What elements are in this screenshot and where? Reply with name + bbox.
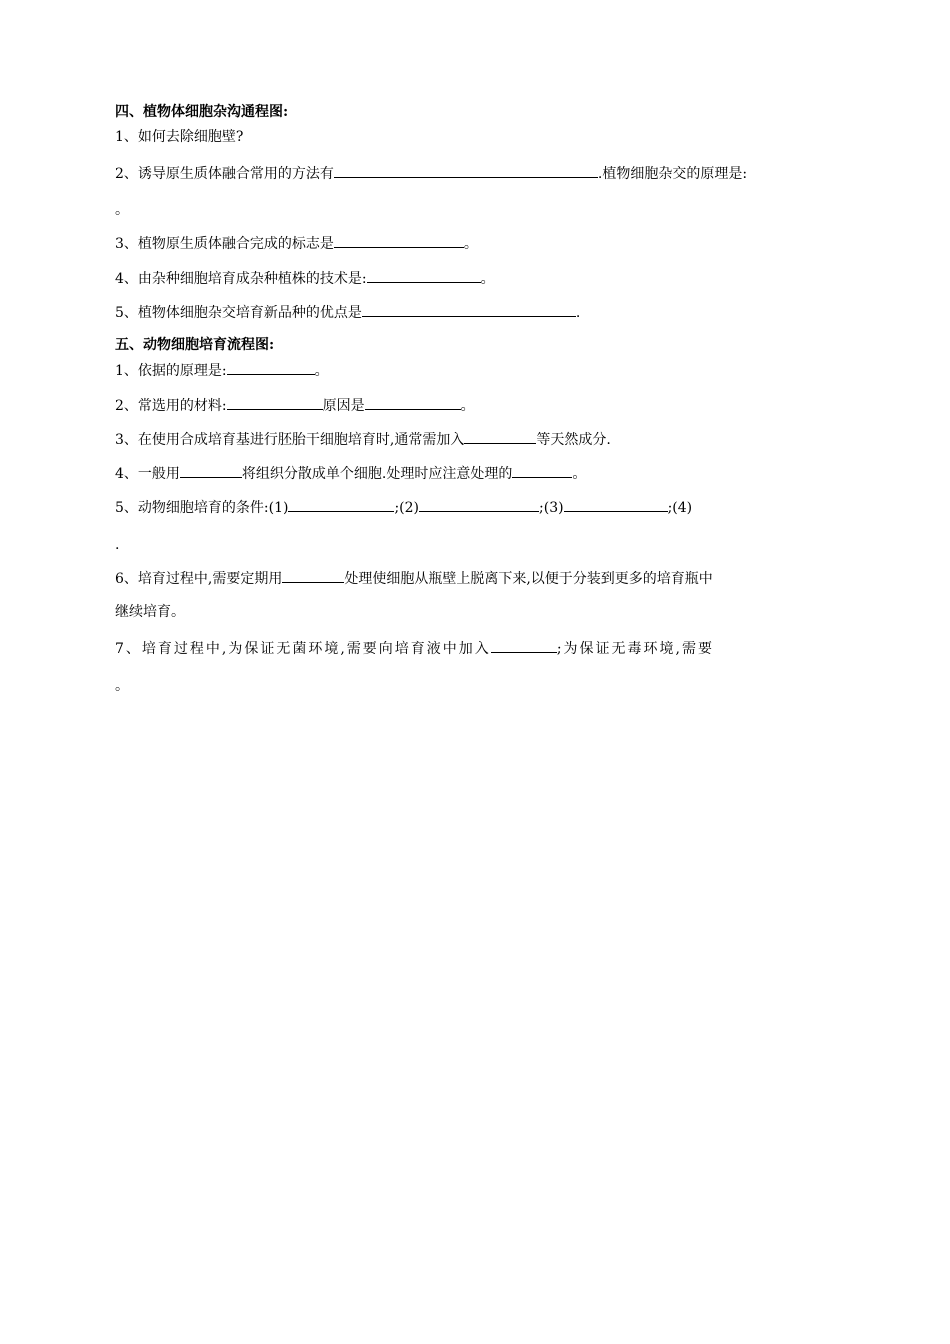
- s4-q5-end: .: [575, 305, 581, 321]
- s4-q2-blank[interactable]: [334, 163, 598, 178]
- s5-q2-text: 2、常选用的材料:: [115, 398, 227, 414]
- s5-q4-text: 4、一般用: [115, 466, 180, 482]
- s5-q3-text: 3、在使用合成培育基进行胚胎干细胞培育时,通常需加入: [115, 432, 465, 448]
- s5-q2-blank-1[interactable]: [227, 395, 323, 410]
- s4-q2-text: 2、诱导原生质体融合常用的方法有: [115, 166, 334, 182]
- s5-q4-text-b: 将组织分散成单个细胞.处理时应注意处理的: [241, 466, 513, 482]
- s5-q7-text-b: ;为保证无毒环境,需要: [556, 641, 714, 657]
- s5-q5-text-d: ;(4): [667, 500, 693, 516]
- s5-q1-end: 。: [314, 363, 329, 379]
- s4-q4-end: 。: [480, 271, 495, 287]
- s5-q1-blank[interactable]: [227, 360, 315, 375]
- s5-question-4: [115, 463, 586, 483]
- s4-q2-continuation: 。: [115, 202, 129, 218]
- s5-q5-blank-1[interactable]: [288, 497, 394, 512]
- s5-q1-text: 1、依据的原理是:: [115, 363, 227, 379]
- s5-q4-end: 。: [572, 466, 587, 482]
- s4-question-5: [115, 302, 580, 322]
- s4-q3-text: 3、植物原生质体融合完成的标志是: [115, 236, 334, 252]
- s5-question-2: [115, 395, 475, 415]
- s5-q6-text-b: 处理使细胞从瓶壁上脱离下来,以便于分装到更多的培育瓶中: [344, 571, 713, 587]
- s5-question-6: [115, 568, 713, 588]
- section-4-heading: 四、植物体细胞杂沟通程图:: [115, 104, 289, 120]
- s5-q6-blank[interactable]: [282, 568, 344, 583]
- s5-question-5: [115, 497, 692, 517]
- s5-question-7: [115, 638, 714, 658]
- s4-q5-blank[interactable]: [362, 302, 576, 317]
- s5-q7-blank[interactable]: [491, 638, 557, 653]
- s4-question-4: [115, 268, 495, 288]
- s4-question-1: 1、如何去除细胞壁?: [115, 129, 244, 145]
- s5-q6-text: 6、培育过程中,需要定期用: [115, 571, 283, 587]
- s5-question-1: [115, 360, 329, 380]
- s5-q3-blank[interactable]: [464, 429, 536, 444]
- s4-question-2: [115, 163, 747, 183]
- s5-q5-blank-2[interactable]: [419, 497, 539, 512]
- s4-question-3: [115, 233, 478, 253]
- s5-q7-continuation: 。: [115, 678, 129, 694]
- s4-q4-blank[interactable]: [367, 268, 481, 283]
- s5-q7-text: 7、培育过程中,为保证无菌环境,需要向培育液中加入: [115, 641, 491, 657]
- s5-q4-blank-1[interactable]: [180, 463, 242, 478]
- s5-q3-end: 等天然成分.: [536, 432, 611, 448]
- s4-q2-text-b: .植物细胞杂交的原理是:: [597, 166, 748, 182]
- s4-q3-blank[interactable]: [334, 233, 464, 248]
- s4-q3-end: 。: [463, 236, 478, 252]
- s5-q2-end: 。: [460, 398, 475, 414]
- s5-q2-text-b: 原因是: [322, 398, 365, 414]
- s5-question-3: [115, 429, 611, 449]
- s5-q2-blank-2[interactable]: [365, 395, 461, 410]
- s5-q5-continuation: .: [115, 537, 120, 553]
- section-5-heading: 五、动物细胞培育流程图:: [115, 337, 275, 353]
- s4-q4-text: 4、由杂种细胞培育成杂种植株的技术是:: [115, 271, 367, 287]
- s5-q5-text-b: ;(2): [394, 500, 420, 516]
- s4-q5-text: 5、植物体细胞杂交培育新品种的优点是: [115, 305, 362, 321]
- s5-q5-blank-3[interactable]: [564, 497, 668, 512]
- s5-q5-text-c: ;(3): [539, 500, 564, 516]
- s5-q5-text: 5、动物细胞培育的条件:(1): [115, 500, 289, 516]
- s5-q6-continuation: 继续培育。: [115, 604, 185, 620]
- s5-q4-blank-2[interactable]: [512, 463, 572, 478]
